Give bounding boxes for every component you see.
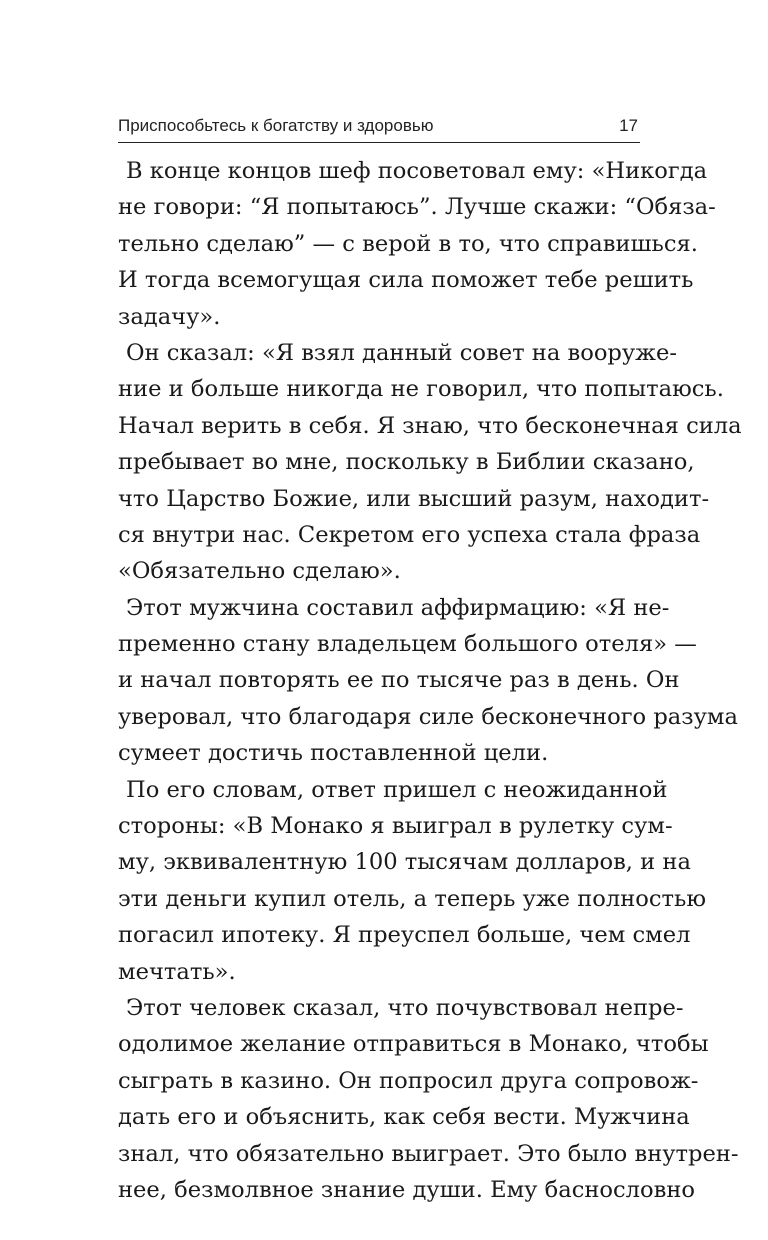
text-line: и начал повторять ее по тысяче раз в день. Он xyxy=(118,667,680,694)
text-line: му, эквивалентную 100 тысячам долларов, и на xyxy=(118,849,691,876)
paragraph xyxy=(118,590,738,772)
text-line: «Обязательно сделаю». xyxy=(118,558,401,585)
text-line: Он сказал: «Я взял данный совет на вооруже- xyxy=(126,339,677,366)
text-line: пременно стану владельцем большого отеля» — xyxy=(118,631,697,658)
text-line: По его словам, ответ пришел с неожиданной xyxy=(126,776,668,803)
text-line: дать его и объяснить, как себя вести. Мужчина xyxy=(118,1104,690,1131)
text-line: уверовал, что благодаря силе бесконечного разума xyxy=(118,703,738,730)
text-line: И тогда всемогущая сила поможет тебе решить xyxy=(118,267,694,294)
text-body xyxy=(118,153,742,1208)
running-header xyxy=(118,112,640,143)
text-line: не говори: “Я попытаюсь”. Лучше скажи: “Обяза- xyxy=(118,194,716,221)
text-line: что Царство Божие, или высший разум, находит- xyxy=(118,485,710,512)
text-line: тельно сделаю” — с верой в то, что справишься. xyxy=(118,230,698,257)
text-line: Этот мужчина составил аффирмацию: «Я не- xyxy=(126,594,670,621)
text-line: мечтать». xyxy=(118,958,236,985)
paragraph xyxy=(118,335,742,590)
text-line: ся внутри нас. Секретом его успеха стала фраза xyxy=(118,521,701,548)
text-line: Этот человек сказал, что почувствовал непре- xyxy=(126,994,684,1021)
text-line: ние и больше никогда не говорил, что попытаюсь. xyxy=(118,376,724,403)
paragraph xyxy=(118,153,716,335)
text-line: знал, что обязательно выиграет. Это было внутрен- xyxy=(118,1140,739,1167)
text-line: В конце концов шеф посоветовал ему: «Никогда xyxy=(126,158,708,184)
text-line: сумеет достичь поставленной цели. xyxy=(118,740,549,767)
text-line: эти деньги купил отель, а теперь уже полностью xyxy=(118,885,707,912)
text-line: задачу». xyxy=(118,303,221,330)
page-number: 17 xyxy=(619,116,638,135)
running-title: Приспособьтесь к богатству и здоровью xyxy=(118,116,434,135)
paragraph xyxy=(118,772,707,990)
text-line: пребывает во мне, поскольку в Библии сказано, xyxy=(118,449,695,476)
text-line: Начал верить в себя. Я знаю, что бесконечная сила xyxy=(118,412,742,439)
paragraph xyxy=(118,990,739,1208)
text-line: нее, безмолвное знание души. Ему баснословно xyxy=(118,1176,696,1203)
text-line: сыграть в казино. Он попросил друга сопровож- xyxy=(118,1067,699,1094)
text-line: одолимое желание отправиться в Монако, чтобы xyxy=(118,1031,709,1058)
text-line: стороны: «В Монако я выиграл в рулетку сум- xyxy=(118,813,673,840)
text-line: погасил ипотеку. Я преуспел больше, чем смел xyxy=(118,922,691,949)
